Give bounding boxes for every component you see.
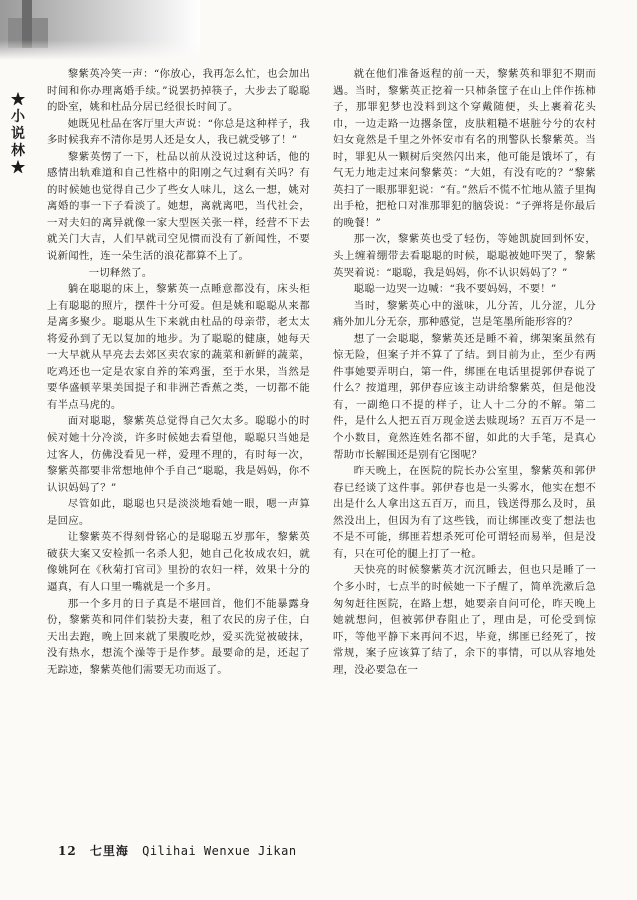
paragraph: 她既见杜品在客厅里大声说：“你总是这种样子，我多时候我弃不清你是男人还是女人，我已就受够了！” xyxy=(47,117,310,147)
journal-title-cn: 七里海 xyxy=(89,844,129,858)
page-number: 12 xyxy=(58,844,77,858)
paragraph: 当时，黎紫英心中的滋味，儿分苦，儿分涩，儿分痛外加儿分无奈，那种感觉，岂是笔墨所能形容的？ xyxy=(333,299,596,329)
page-footer xyxy=(58,842,305,859)
paragraph: 面对聪聪，黎紫英总觉得自己欠太多。聪聪小的时候对她十分冷淡，许多时候她去看望他，聪聪只当她是过客人，仿佛没看见一样，爱理不理的，有时每一次，黎紫英都要非常想地伸个手自己“聪聪，我是妈妈，你不认识妈妈了？” xyxy=(47,415,310,494)
paragraph: 让黎紫英不得刻骨铭心的是聪聪五岁那年，黎紫英破获大案又安检抓一名杀人犯，她自己化妆成农妇，就像姚阿在《秋菊打官司》里扮的农妇一样，效果十分的逼真，有人口里一嘴就是一个多月。 xyxy=(47,531,310,593)
journal-title-en: Qilihai Wenxue Jikan xyxy=(142,844,297,858)
paragraph: 想了一会聪聪，黎紫英还是睡不着，绑架案虽然有惊无险，但案子并不算了了结。到目前为止，至少有两件事她要弄明白，第一件，绑匪在电话里提郭伊春说了什么？按道理，郭伊春应该主动讲给黎紫英，但是他没有，一副绝口不提的样子，让人十二分的不解。第二件，是什么人把五百万现金送去赎现场？五百万不是一个小数目，竟然连姓名都不留，如此的大手笔，是真心帮助市长解围还是别有它图呢？ xyxy=(333,332,596,461)
paragraph: 躺在聪聪的床上，黎紫英一点睡意都没有，床头柜上有聪聪的照片，摆件十分可爱。但是姚和聪聪从来都是离多聚少。聪聪从生下来就由杜品的母亲带，老太太将爱孙到了无以复加的地步。为了聪聪的健康，她每天一大早就从早亮去去郊区卖农家的蔬菜和新鲜的蔬菜，吃鸡还也一定是农家自养的笨鸡蛋，至于水果，当然是要华盛顿苹果美国提子和非洲芒香蕉之类，一切都不能有半点马虎的。 xyxy=(47,283,310,411)
paragraph: 一切释然了。 xyxy=(88,266,153,279)
left-column xyxy=(47,66,310,678)
paragraph: 黎紫英冷笑一声：“你放心，我再怎么忙，也会加出时间和你办理离婚手续。”说罢扔掉筷子，大步去了聪聪的卧室，姚和杜品分居已经很长时间了。 xyxy=(47,68,310,114)
paragraph: 昨天晚上，在医院的院长办公室里，黎紫英和郭伊春已经谈了这件事。郭伊春也是一头雾水，他实在想不出是什么人拿出这五百万，而且，钱送得那么及时，虽然没出上，但因为有了这些钱，而让绑匪改变了想法也不是不可能，绑匪若想杀死可伦可谓轻而易举，但是没有，只在可伦的腿上打了一枪。 xyxy=(333,465,596,560)
section-tag: ★小说林★ xyxy=(11,92,25,176)
paragraph: 聪聪一边哭一边喊：“我不要妈妈，不要！” xyxy=(353,283,557,296)
right-column xyxy=(333,66,596,678)
paragraph: 那一个多月的日子真是不堪回首，他们不能暴露身份，黎紫英和同伴们装扮夫妻，租了农民的房子住，白天出去跑，晚上回来就了果腹吃炒，爱买洗觉被破抹，没有热水，想流个澡等于是作梦。最要命的是，还起了无踪迹，黎紫英他们需要无功而返了。 xyxy=(47,597,310,676)
paragraph: 天快亮的时候黎紫英才沉沉睡去，但也只是睡了一个多小时，七点半的时候她一下子醒了，简单洗漱后急匆匆赶往医院，在路上想，她要亲自问可伦，昨天晚上她就想问，但被郭伊春阻止了，理由是，可伦受到惊吓，等他平静下来再问不迟，毕竟，绑匪已经死了，按常规，案子应该算了结了，余下的事情，可以从容地处理，没必要急在一 xyxy=(333,564,596,676)
header-decorative-image xyxy=(0,0,200,60)
paragraph: 就在他们准备返程的前一天，黎紫英和罪犯不期而遇。当时，黎紫英正挖着一只柿条筐子在山上伴作拣柿子，那罪犯梦也没料到这个穿戴随便，头上裹着花头巾，一边走路一边撂条筐，皮肤粗糙不堪脏兮兮的农村妇女竟然是千里之外怀安市有名的刑警队长黎紫英。当时，罪犯从一颗树后突然闪出来，他可能是饿坏了，有气无力地走过来问黎紫英：“大姐，有没有吃的？”黎紫英扫了一眼那罪犯说：“有。”然后不慌不忙地从篮子里掏出手枪，把枪口对准那罪犯的脑袋说：“子弹将是你最后的晚餐！” xyxy=(333,68,596,229)
paragraph: 尽管如此，聪聪也只是淡淡地看她一眼，嗯一声算是回应。 xyxy=(47,498,310,527)
paragraph: 那一次，黎紫英也受了轻伤，等她凯旋回到怀安，头上缠着绷带去看聪聪的时候，聪聪被她吓哭了，黎紫英哭着说：“聪聪，我是妈妈，你不认识妈妈了？” xyxy=(333,233,596,279)
paragraph: 黎紫英愣了一下，杜品以前从没说过这种话，他的感情出轨难道和自己性格中的阳刚之气过剩有关吗？有的时候她也觉得自己少了些女人味儿，这么一想，姚对离婚的事一下子看淡了。她想，离就离吧，当代社会，一对夫妇的离异就像一家大型医关张一样，经营不下去就关门大吉，人们早就司空见惯而没有了新闻性，不要说新闻性，连一朵生活的浪花都算不上了。 xyxy=(47,150,310,263)
header-image-fade xyxy=(0,40,200,60)
